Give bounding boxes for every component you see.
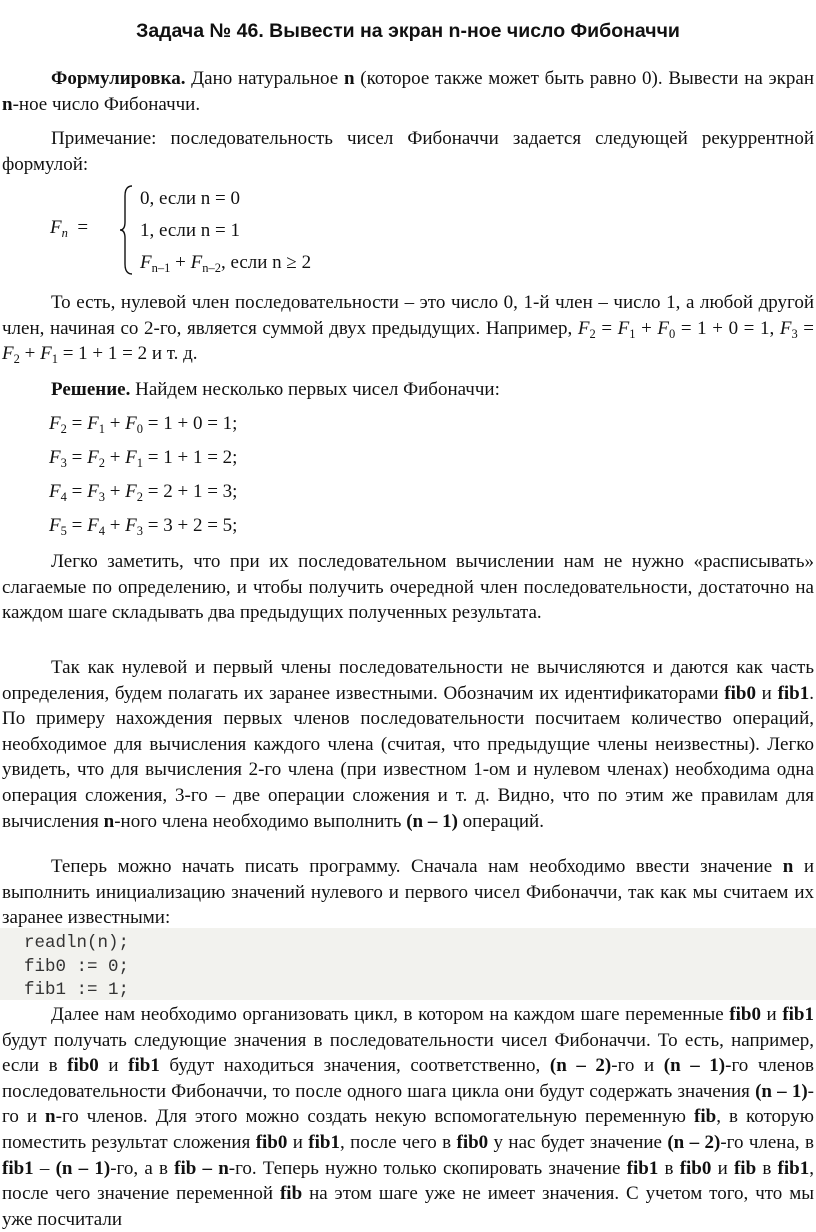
- equation-f3: $F_3 = F_2 + F_1 = 1 + 1 = 2$;: [49, 447, 238, 470]
- paragraph-observation: Легко заметить, что при их последовательном вычислении нам не нужно «расписывать» слагаемые по определению, и чтобы получить очередной член последовательности, достаточно на каждом шаге складывать два предыдущих полученных результата.: [2, 551, 814, 624]
- page-title: Задача № 46. Вывести на экран n-ное число Фибоначчи: [136, 20, 680, 42]
- left-brace-icon: [118, 184, 134, 276]
- code-line: readln(n);: [24, 933, 130, 953]
- paragraph-explanation: То есть, нулевой член последовательности – это число 0, 1-й член – число 1, а любой другой член, начиная со 2-го, является суммой двух предыдущих. Например, $F_2 = F_1 + F_0 = 1 + 0 = 1$, $F_3 = F_2 + F_1 = 1 + 1 = 2$ и т. д.: [2, 292, 814, 367]
- code-block: [0, 928, 816, 1000]
- paragraph-loop: Далее нам необходимо организовать цикл, в котором на каждом шаге переменные fib0 и fib1 будут получать следующие значения в последовательности чисел Фибоначчи. То есть, например, если в fib0 и fib1 будут находиться значения, соответственно, (n – 2)-го и (n – 1)-го членов последовательности Фибоначчи, то после одного шага цикла они будут содержать значения (n – 1)-го и n-го членов. Для этого можно создать некую вспомогательную переменную fib, в которую поместить результат сложения fib0 и fib1, после чего в fib0 у нас будет значение (n – 2)-го члена, в fib1 – (n – 1)-го, а в fib – n-го. Теперь нужно только скопировать значение fib1 в fib0 и fib в fib1, после чего значение переменной fib на этом шаге уже не имеет значения. С учетом того, что мы уже посчитали: [2, 1004, 815, 1230]
- equation-f4: $F_4 = F_3 + F_2 = 2 + 1 = 3$;: [49, 481, 238, 504]
- paragraph-solution: Решение. Найдем несколько первых чисел Фибоначчи:: [51, 379, 500, 400]
- formula-case-1: 0, если n = 0: [140, 188, 240, 209]
- code-line: fib0 := 0;: [24, 956, 130, 977]
- equation-f2: $F_2 = F_1 + F_0 = 1 + 0 = 1$;: [49, 413, 238, 436]
- fibonacci-formula: $F_n$ = 0, если n = 0 1, если n = 1 $F_{n-1} + F_{n-2}$, если n ≥ 2: [48, 182, 368, 282]
- formula-case-2: 1, если n = 1: [140, 220, 240, 241]
- equation-f5: $F_5 = F_4 + F_3 = 3 + 2 = 5$;: [49, 515, 238, 538]
- formula-case-3: $F_{n-1} + F_{n-2}$, если n ≥ 2: [140, 252, 312, 275]
- paragraph-statement: Формулировка. Дано натуральное n (которое также может быть равно 0). Вывести на экран n-ное число Фибоначчи.: [2, 68, 814, 115]
- paragraph-identifiers: Так как нулевой и первый члены последовательности не вычисляются и даются как часть определения, будем полагать их заранее известными. Обозначим их идентификаторами fib0 и fib1. По примеру нахождения первых членов последовательности посчитаем количество операций, необходимое для вычисления каждого члена (считая, что предыдущие члены неизвестны). Легко увидеть, что для вычисления 2-го члена (при известном 1-ом и нулевом членах) необходима одна операция сложения, 3-го – две операции сложения и т. д. Видно, что по этим же правилам для вычисления n-ного члена необходимо выполнить (n – 1) операций.: [2, 657, 814, 832]
- code-line: fib1 := 1;: [24, 980, 130, 1000]
- paragraph-note: Примечание: последовательность чисел Фибоначчи задается следующей рекуррентной формулой:: [2, 128, 814, 175]
- paragraph-program-start: Теперь можно начать писать программу. Сначала нам необходимо ввести значение n и выполнить инициализацию значений нулевого и первого чисел Фибоначчи, так как мы считаем их заранее известными:: [2, 856, 814, 929]
